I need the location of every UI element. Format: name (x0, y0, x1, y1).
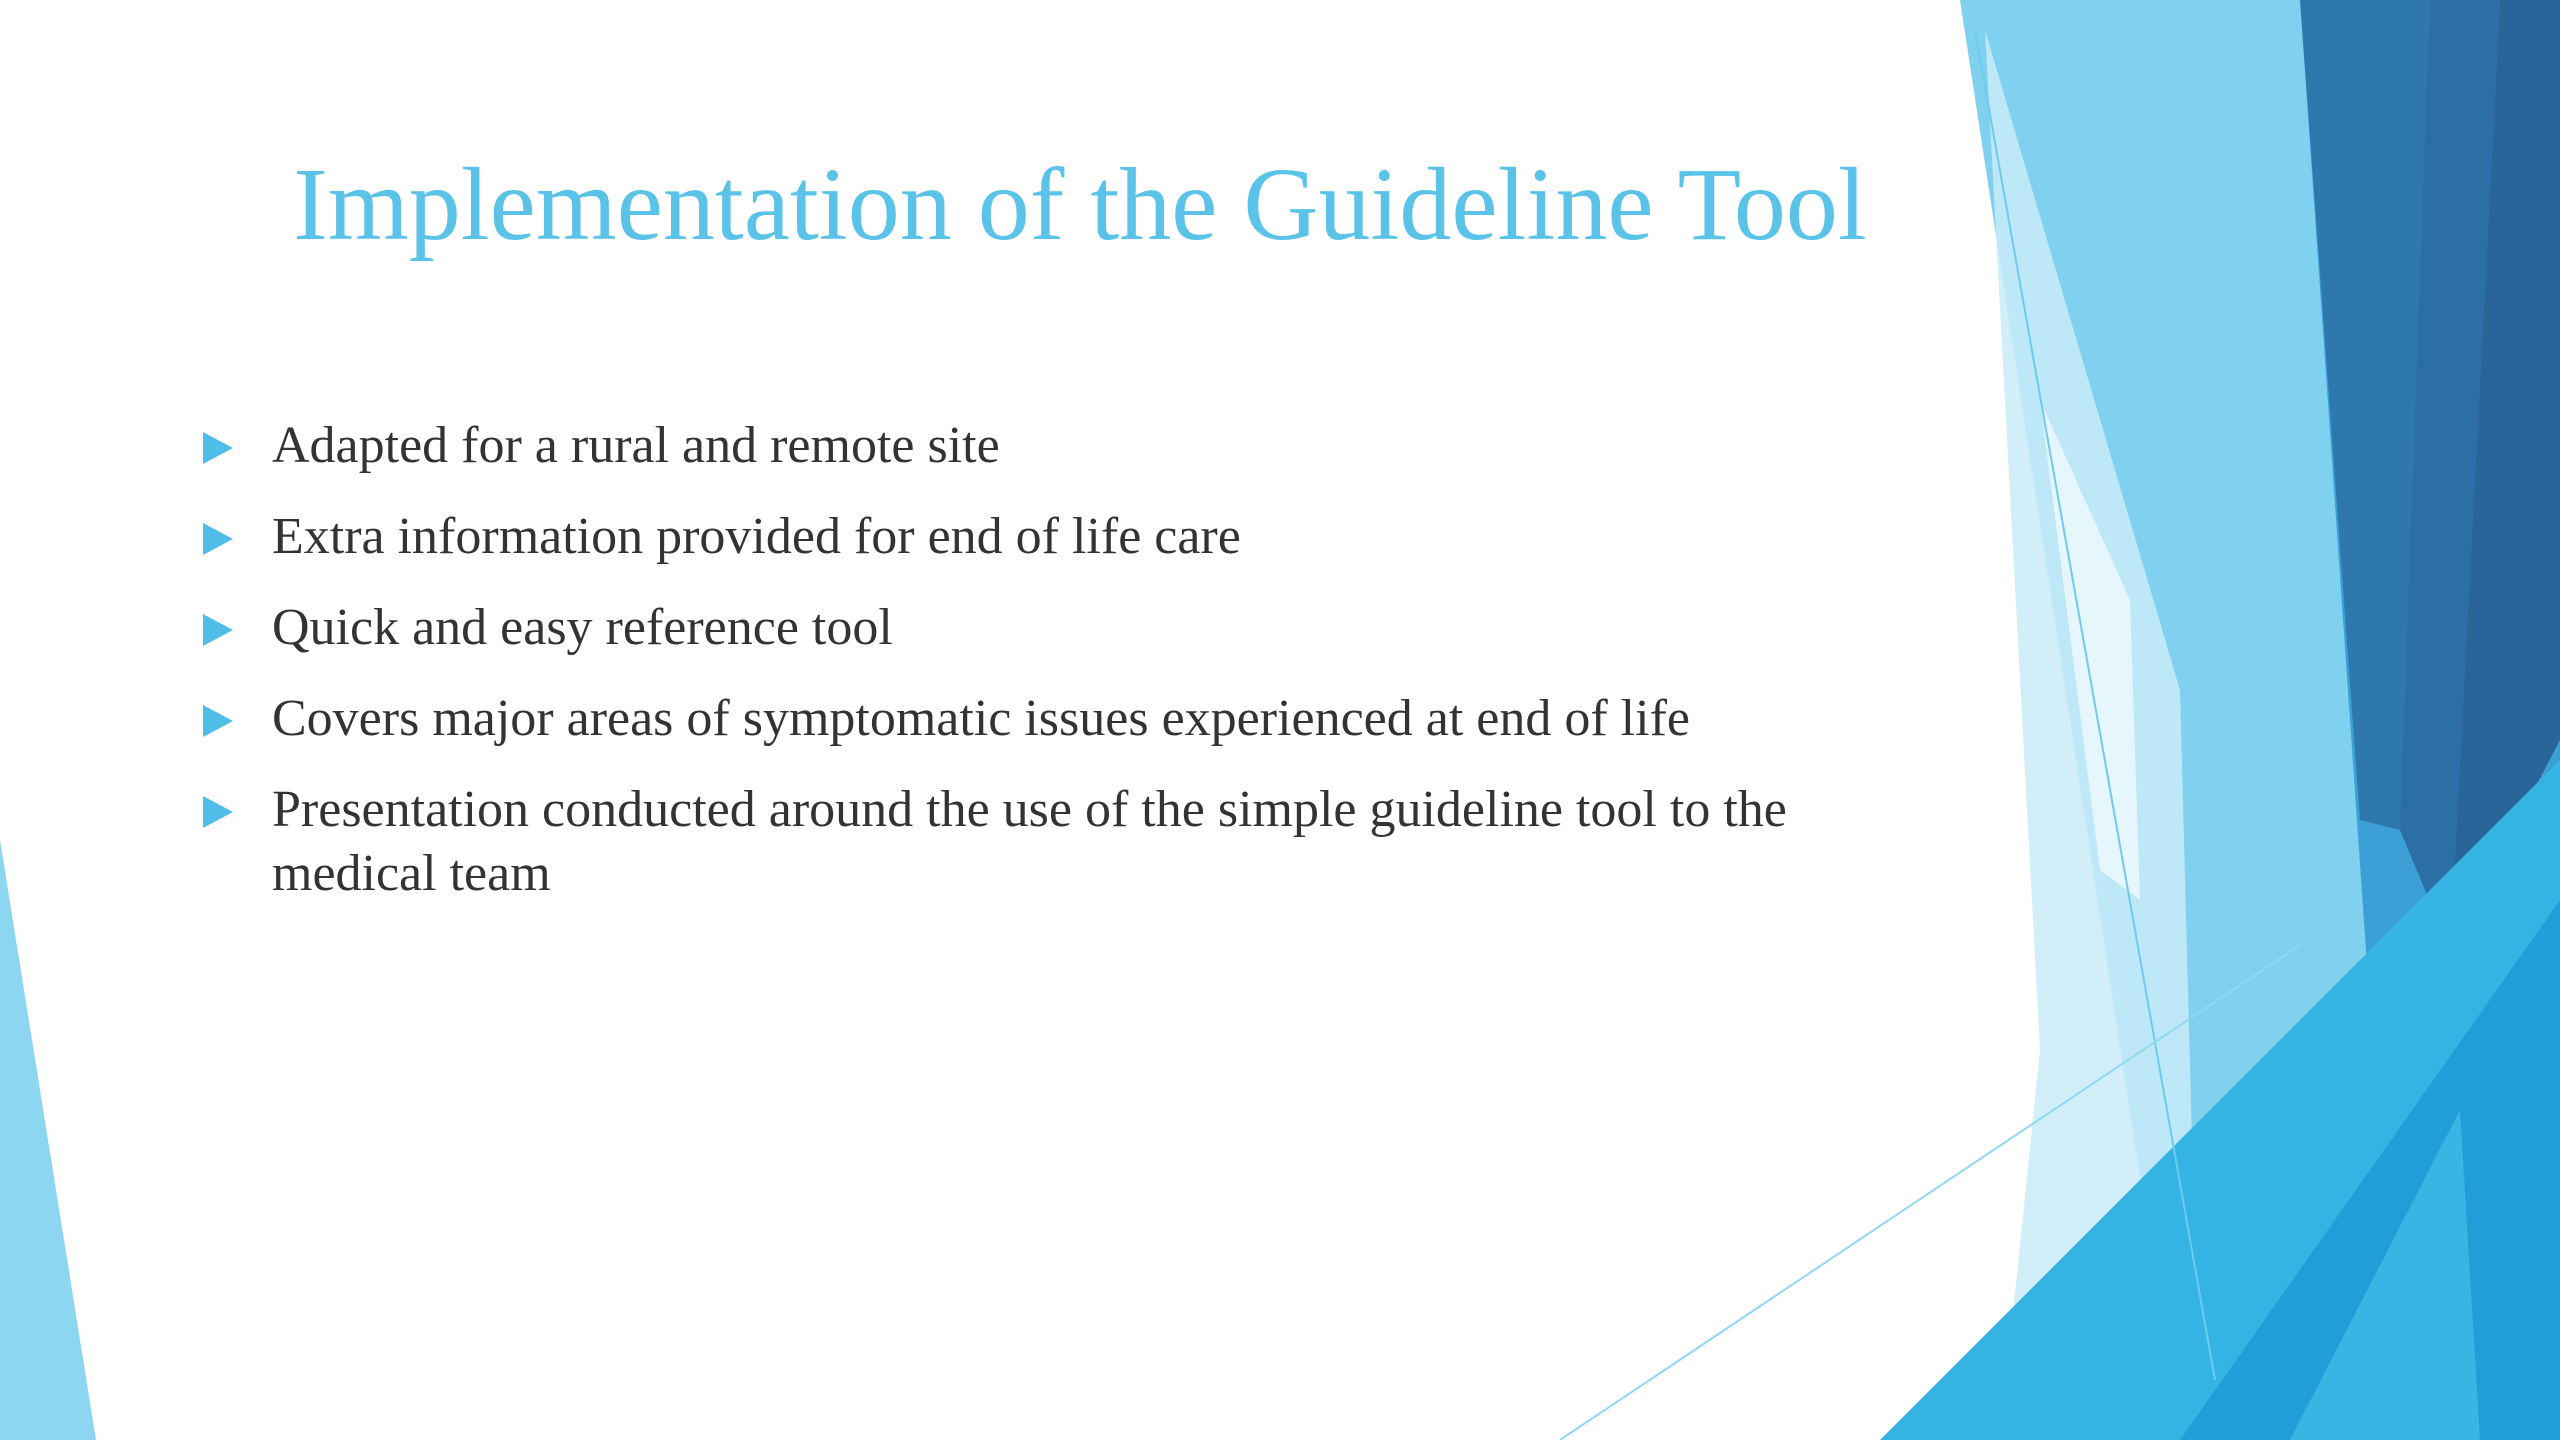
bullet-item (198, 414, 1898, 478)
bullet-text: Covers major areas of symptomatic issues experienced at end of life (272, 690, 1690, 747)
bullet-text: Quick and easy reference tool (272, 599, 893, 656)
bullet-text: Adapted for a rural and remote site (272, 417, 1000, 474)
triangle-right-icon (203, 614, 233, 646)
left-accent-shape (0, 840, 96, 1440)
bullet-text: Presentation conducted around the use of the simple guideline tool to the medical team (272, 781, 1787, 902)
bullet-item (198, 505, 1898, 569)
triangle-right-icon (203, 523, 233, 555)
triangle-right-icon (203, 796, 233, 828)
bullet-list (198, 414, 1898, 933)
triangle-right-icon (203, 432, 233, 464)
bullet-text: Extra information provided for end of life care (272, 508, 1241, 565)
bullet-item (198, 778, 1898, 906)
bullet-item (198, 687, 1898, 751)
bullet-item (198, 596, 1898, 660)
slide-title: Implementation of the Guideline Tool (293, 147, 1867, 262)
triangle-right-icon (203, 705, 233, 737)
